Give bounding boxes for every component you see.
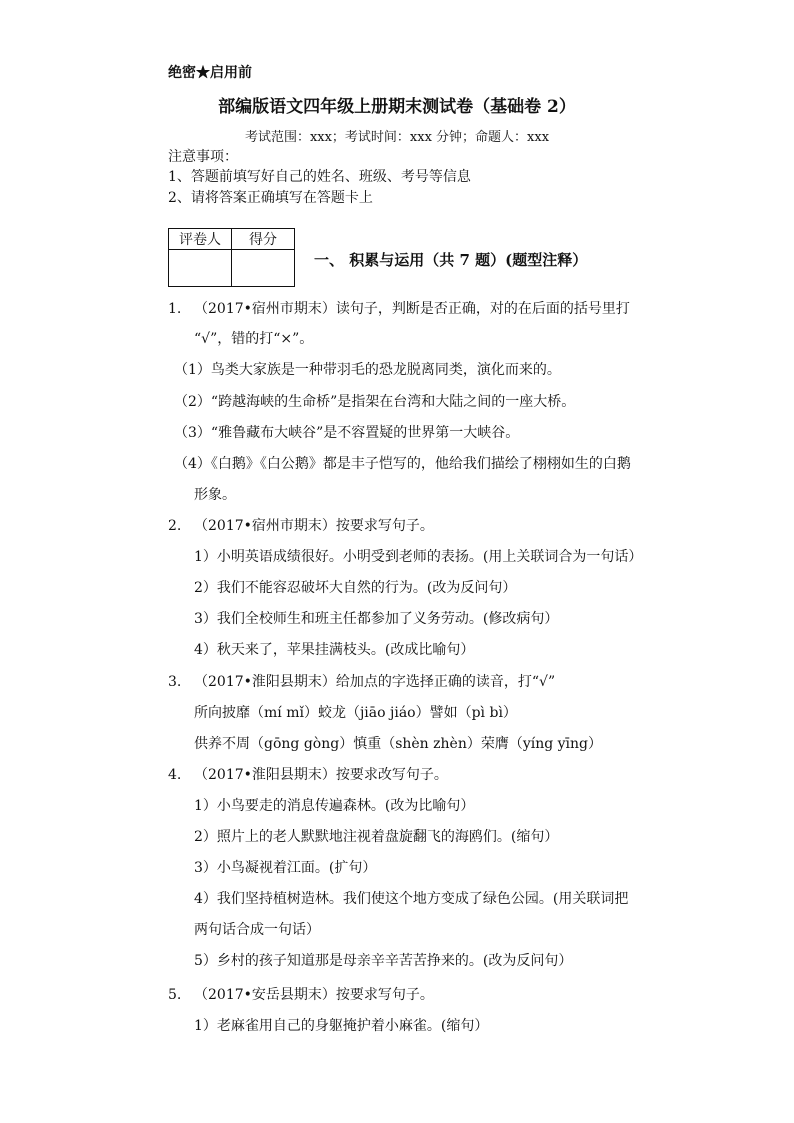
question-4-item: 4）我们坚持植树造林。我们使这个地方变成了绿色公园。(用关联词把 xyxy=(194,891,629,907)
grader-header: 评卷人 xyxy=(169,229,232,250)
question-4-item: 1）小鸟要走的消息传遍森林。(改为比喻句） xyxy=(194,798,475,814)
question-1-stem: 1. （2017•宿州市期末）读句子，判断是否正确，对的在后面的括号里打 xyxy=(168,301,630,317)
question-4-item: 2）照片上的老人默默地注视着盘旋翻飞的海鸥们。(缩句） xyxy=(194,829,559,845)
grader-cell xyxy=(169,250,232,287)
page-title: 部编版语文四年级上册期末测试卷（基础卷 2） xyxy=(218,97,576,117)
notes-heading: 注意事项： xyxy=(168,149,238,165)
question-number: 4. xyxy=(168,767,182,783)
question-4-item: 5）乡村的孩子知道那是母亲辛辛苦苦挣来的。(改为反问句） xyxy=(194,953,573,969)
question-5-item: 1）老麻雀用自己的身躯掩护着小麻雀。(缩句） xyxy=(194,1018,489,1034)
question-2-stem: 2. （2017•宿州市期末）按要求写句子。 xyxy=(168,518,434,534)
question-number: 1. xyxy=(168,301,182,317)
question-5-stem: 5. （2017•安岳县期末）按要求写句子。 xyxy=(168,987,434,1003)
question-1-item: 形象。 xyxy=(194,487,236,503)
secret-label: 绝密★启用前 xyxy=(168,65,252,81)
question-number: 2. xyxy=(168,518,182,534)
question-4-stem: 4. （2017•淮阳县期末）按要求改写句子。 xyxy=(168,767,448,783)
note-item: 2、请将答案正确填写在答题卡上 xyxy=(168,190,373,206)
section-heading: 一、 积累与运用（共 7 题）(题型注释） xyxy=(314,251,588,269)
score-cell xyxy=(232,250,295,287)
question-2-item: 4）秋天来了，苹果挂满枝头。(改成比喻句） xyxy=(194,642,475,658)
question-1-item: （4）《白鹅》《白公鹅》都是丰子恺写的，他给我们描绘了栩栩如生的白鹅 xyxy=(174,456,631,472)
question-1-item: （2）“跨越海峡的生命桥”是指架在台湾和大陆之间的一座大桥。 xyxy=(174,394,576,410)
question-3-item: 供养不周（gōng gòng）慎重（shèn zhèn）荣膺（yíng yīng） xyxy=(194,736,603,752)
exam-info: 考试范围：xxx；考试时间：xxx 分钟；命题人：xxx xyxy=(244,130,550,145)
question-3-stem: 3. （2017•淮阳县期末）给加点的字选择正确的读音，打“√” xyxy=(168,674,556,690)
question-4-item: 两句话合成一句话） xyxy=(194,922,320,938)
question-2-item: 2）我们不能容忍破坏大自然的行为。(改为反问句） xyxy=(194,580,517,596)
score-table xyxy=(168,228,295,287)
question-3-item: 所向披靡（mí mǐ）蛟龙（jiāo jiáo）譬如（pì bì） xyxy=(194,705,517,721)
question-number: 5. xyxy=(168,987,182,1003)
question-4-item: 3）小鸟凝视着江面。(扩句） xyxy=(194,860,377,876)
note-item: 1、答题前填写好自己的姓名、班级、考号等信息 xyxy=(168,169,471,185)
question-2-item: 3）我们全校师生和班主任都参加了义务劳动。(修改病句） xyxy=(194,611,559,627)
question-2-item: 1）小明英语成绩很好。小明受到老师的表扬。(用上关联词合为一句话） xyxy=(194,549,643,565)
question-1-item: （3）“雅鲁藏布大峡谷”是不容置疑的世界第一大峡谷。 xyxy=(174,425,520,441)
question-1-item: （1）鸟类大家族是一种带羽毛的恐龙脱离同类，演化而来的。 xyxy=(174,362,561,378)
question-number: 3. xyxy=(168,674,182,690)
score-header: 得分 xyxy=(232,229,295,250)
question-1-stem-cont: “√”，错的打“×”。 xyxy=(194,331,314,347)
